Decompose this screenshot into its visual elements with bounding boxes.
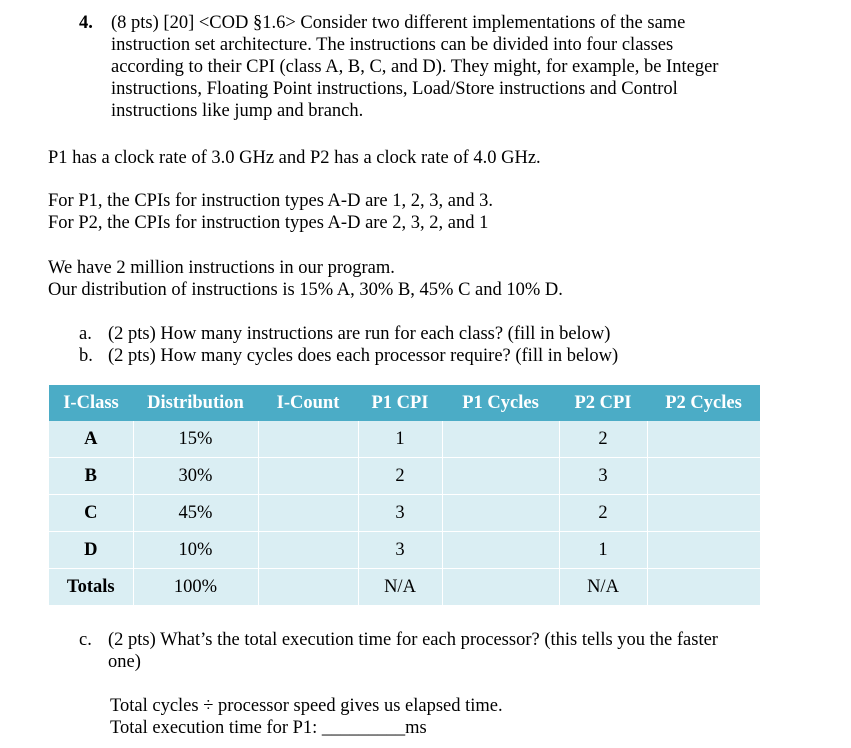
subquestion-label: c.	[79, 630, 92, 650]
elapsed-time-text: Total cycles ÷ processor speed gives us elapsed time.	[110, 696, 503, 716]
header-iclass: I-Class	[49, 385, 133, 421]
subquestion-text: (2 pts) What’s the total execution time for each processor? (this tells you the faster one)	[108, 630, 718, 672]
cell-icount-total-input[interactable]	[258, 569, 358, 606]
cell-p1-cpi: 3	[358, 495, 442, 532]
cpi-text	[48, 190, 493, 234]
cell-p1-cycles-total-input[interactable]	[442, 569, 559, 606]
subquestion-text: (2 pts) How many cycles does each processor require? (fill in below)	[108, 346, 619, 366]
cell-p2-cpi: 2	[559, 421, 647, 458]
cell-icount-input[interactable]	[258, 421, 358, 458]
header-p2-cycles: P2 Cycles	[647, 385, 760, 421]
table-row	[49, 458, 760, 495]
cell-iclass: B	[49, 458, 133, 495]
cell-p2-cycles-total-input[interactable]	[647, 569, 760, 606]
program-text	[48, 257, 563, 301]
cell-p1-cycles-input[interactable]	[442, 421, 559, 458]
instruction-table	[49, 385, 760, 606]
cell-p1-cycles-input[interactable]	[442, 532, 559, 569]
table-totals-row	[49, 569, 760, 606]
header-p1-cpi: P1 CPI	[358, 385, 442, 421]
execution-time-label: Total execution time for P1:	[110, 718, 322, 738]
question-line: (8 pts) [20] <COD §1.6> Consider two different implementations of the same	[111, 13, 686, 33]
cell-p2-cycles-input[interactable]	[647, 532, 760, 569]
execution-time-unit: ms	[405, 718, 427, 738]
header-icount: I-Count	[258, 385, 358, 421]
question-text	[111, 12, 718, 122]
table-row	[49, 421, 760, 458]
cell-iclass: C	[49, 495, 133, 532]
cell-p2-cpi: 1	[559, 532, 647, 569]
cell-p2-cpi: 3	[559, 458, 647, 495]
cell-p1-cpi: N/A	[358, 569, 442, 606]
clock-rate-text: P1 has a clock rate of 3.0 GHz and P2 has a clock rate of 4.0 GHz.	[48, 148, 541, 168]
cell-p1-cpi: 1	[358, 421, 442, 458]
header-p2-cpi: P2 CPI	[559, 385, 647, 421]
header-distribution: Distribution	[133, 385, 258, 421]
execution-time-line	[110, 717, 427, 739]
cpi-line-p1: For P1, the CPIs for instruction types A-D are 1, 2, 3, and 3.	[48, 191, 493, 211]
cell-p2-cpi: N/A	[559, 569, 647, 606]
cell-distribution: 15%	[133, 421, 258, 458]
cell-distribution: 100%	[133, 569, 258, 606]
table-row	[49, 532, 760, 569]
cell-p2-cpi: 2	[559, 495, 647, 532]
cell-iclass: D	[49, 532, 133, 569]
table-header-row	[49, 385, 760, 421]
cell-distribution: 30%	[133, 458, 258, 495]
cell-p2-cycles-input[interactable]	[647, 421, 760, 458]
subquestion-text: (2 pts) How many instructions are run for each class? (fill in below)	[108, 324, 611, 344]
subquestion-label: b.	[79, 346, 93, 366]
cell-p1-cycles-input[interactable]	[442, 458, 559, 495]
program-line: Our distribution of instructions is 15% A, 30% B, 45% C and 10% D.	[48, 280, 563, 300]
table-row	[49, 495, 760, 532]
cell-p2-cycles-input[interactable]	[647, 458, 760, 495]
cell-icount-input[interactable]	[258, 495, 358, 532]
question-line: instructions, Floating Point instructions, Load/Store instructions and Control	[111, 79, 678, 99]
cell-totals-label: Totals	[49, 569, 133, 606]
cell-p1-cycles-input[interactable]	[442, 495, 559, 532]
program-line: We have 2 million instructions in our program.	[48, 258, 395, 278]
cell-distribution: 10%	[133, 532, 258, 569]
cell-p2-cycles-input[interactable]	[647, 495, 760, 532]
execution-time-blank[interactable]: _________	[321, 718, 406, 738]
question-number: 4.	[79, 13, 93, 33]
cell-p1-cpi: 3	[358, 532, 442, 569]
question-line: instruction set architecture. The instructions can be divided into four classes	[111, 35, 674, 55]
question-line: according to their CPI (class A, B, C, and D). They might, for example, be Integer	[111, 57, 719, 77]
cell-icount-input[interactable]	[258, 532, 358, 569]
cell-icount-input[interactable]	[258, 458, 358, 495]
cpi-line-p2: For P2, the CPIs for instruction types A-D are 2, 3, 2, and 1	[48, 213, 489, 233]
cell-p1-cpi: 2	[358, 458, 442, 495]
question-line: instructions like jump and branch.	[111, 101, 364, 121]
subquestion-label: a.	[79, 324, 92, 344]
cell-iclass: A	[49, 421, 133, 458]
cell-distribution: 45%	[133, 495, 258, 532]
header-p1-cycles: P1 Cycles	[442, 385, 559, 421]
